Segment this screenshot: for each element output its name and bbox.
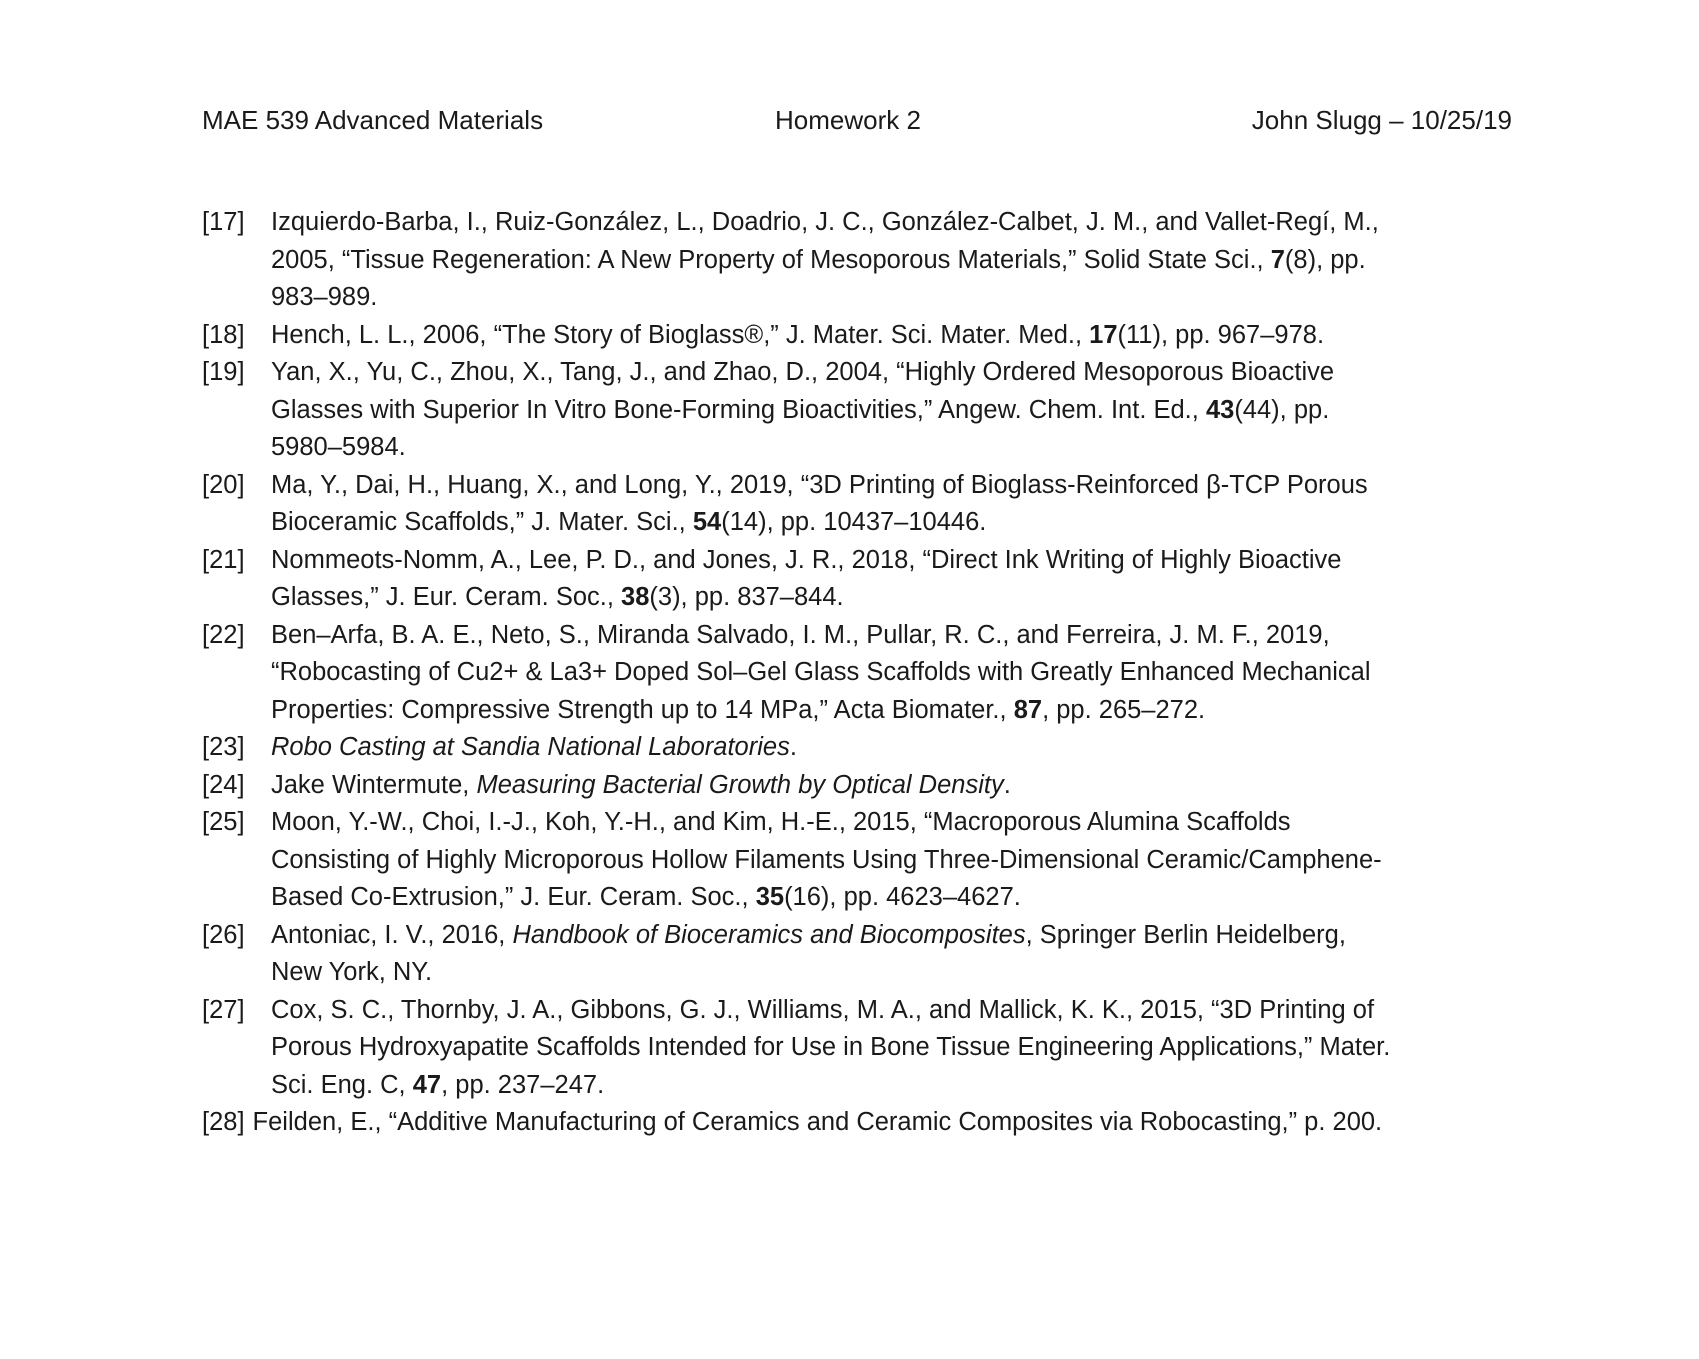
reference-text: (8), pp. xyxy=(1284,245,1366,274)
reference-text: (44), pp. xyxy=(1234,395,1330,424)
reference-line xyxy=(271,467,1522,505)
reference-text: Hench, L. L., 2006, “The Story of Bioglass®,” J. Mater. Sci. Mater. Med., xyxy=(271,320,1090,349)
reference-item xyxy=(202,317,1522,355)
reference-line xyxy=(271,842,1522,880)
volume-number: 43 xyxy=(1205,395,1235,424)
reference-line xyxy=(271,579,1522,617)
reference-text: (11), pp. 967–978. xyxy=(1117,320,1325,349)
reference-text: Porous Hydroxyapatite Scaffolds Intended for Use in Bone Tissue Engineering Applications,” Mater. xyxy=(271,1033,1391,1061)
reference-text: New York, NY. xyxy=(271,958,433,986)
reference-line xyxy=(271,504,1522,542)
reference-list xyxy=(202,204,1522,1142)
volume-number: 54 xyxy=(692,508,722,536)
reference-text: Properties: Compressive Strength up to 14 MPa,” Acta Biomater., xyxy=(271,695,1014,724)
reference-text: Jake Wintermute, xyxy=(271,770,477,799)
volume-number: 35 xyxy=(755,883,785,911)
reference-number: [22] xyxy=(202,620,245,649)
reference-item xyxy=(202,354,1522,467)
reference-line xyxy=(271,242,1522,280)
reference-text: Bioceramic Scaffolds,” J. Mater. Sci., xyxy=(271,508,693,536)
reference-number: [25] xyxy=(202,808,245,836)
volume-number: 87 xyxy=(1013,695,1043,724)
reference-number: [24] xyxy=(202,770,245,799)
volume-number: 17 xyxy=(1089,320,1118,349)
reference-text: (3), pp. 837–844. xyxy=(649,583,844,611)
reference-text: Based Co-Extrusion,” J. Eur. Ceram. Soc., xyxy=(271,883,756,911)
reference-number: [20] xyxy=(202,470,245,499)
reference-text: Antoniac, I. V., 2016, xyxy=(271,920,513,949)
reference-line xyxy=(271,767,1522,805)
reference-item xyxy=(202,1104,1522,1142)
reference-item xyxy=(202,204,1522,317)
volume-number: 7 xyxy=(1270,245,1285,274)
reference-line xyxy=(253,1108,1383,1136)
reference-text: Ma, Y., Dai, H., Huang, X., and Long, Y., 2019, “3D Printing of Bioglass-Reinforced β-TCP Porous xyxy=(271,470,1368,499)
reference-line xyxy=(271,429,1522,467)
reference-text: Glasses,” J. Eur. Ceram. Soc., xyxy=(271,583,622,611)
reference-line xyxy=(271,542,1522,580)
reference-line xyxy=(271,392,1522,430)
italic-title: Handbook of Bioceramics and Biocomposites xyxy=(512,920,1026,949)
reference-line xyxy=(271,954,1522,992)
reference-number: [21] xyxy=(202,545,245,574)
reference-line xyxy=(271,692,1522,730)
reference-text: Yan, X., Yu, C., Zhou, X., Tang, J., and Zhao, D., 2004, “Highly Ordered Mesoporous Bioactive xyxy=(271,358,1335,386)
reference-item xyxy=(202,992,1522,1105)
reference-text: Sci. Eng. C, xyxy=(271,1070,413,1099)
volume-number: 47 xyxy=(412,1070,442,1099)
reference-number: [26] xyxy=(202,920,245,949)
reference-number: [28] xyxy=(202,1108,245,1136)
reference-text: , Springer Berlin Heidelberg, xyxy=(1025,920,1346,949)
reference-number: [23] xyxy=(202,733,245,761)
reference-item xyxy=(202,804,1522,917)
reference-text: . xyxy=(1003,770,1011,799)
reference-line xyxy=(271,879,1522,917)
reference-text: . xyxy=(789,733,797,761)
page-header xyxy=(202,98,1512,142)
reference-number: [17] xyxy=(202,208,245,236)
reference-text: 983–989. xyxy=(271,283,378,311)
reference-text: Ben–Arfa, B. A. E., Neto, S., Miranda Salvado, I. M., Pullar, R. C., and Ferreira, J. M. F., 2019, xyxy=(271,620,1330,649)
reference-line xyxy=(271,317,1522,355)
reference-number: [18] xyxy=(202,320,245,349)
reference-text: Consisting of Highly Microporous Hollow Filaments Using Three-Dimensional Ceramic/Camphene- xyxy=(271,845,1382,874)
reference-number: [27] xyxy=(202,995,245,1024)
course-title: MAE 539 Advanced Materials xyxy=(202,105,544,135)
italic-title: Measuring Bacterial Growth by Optical Density xyxy=(476,770,1004,799)
reference-line xyxy=(271,204,1522,242)
reference-text: 5980–5984. xyxy=(271,433,406,461)
reference-item xyxy=(202,917,1522,992)
reference-line xyxy=(271,804,1522,842)
reference-line xyxy=(271,992,1522,1030)
italic-title: Robo Casting at Sandia National Laboratories xyxy=(271,733,790,761)
reference-line xyxy=(271,617,1522,655)
reference-item xyxy=(202,767,1522,805)
reference-text: Feilden, E., “Additive Manufacturing of Ceramics and Ceramic Composites via Robocasting,” p. 200. xyxy=(252,1108,1383,1136)
reference-text: (16), pp. 4623–4627. xyxy=(784,883,1021,911)
reference-line xyxy=(271,1067,1522,1105)
reference-text: Glasses with Superior In Vitro Bone-Forming Bioactivities,” Angew. Chem. Int. Ed., xyxy=(271,395,1206,424)
author-date: John Slugg – 10/25/19 xyxy=(1251,105,1512,135)
reference-number: [19] xyxy=(202,358,245,386)
reference-line xyxy=(271,279,1522,317)
reference-text: Cox, S. C., Thornby, J. A., Gibbons, G. J., Williams, M. A., and Mallick, K. K., 2015, “3D Printing of xyxy=(271,995,1375,1024)
reference-item xyxy=(202,729,1522,767)
assignment-title: Homework 2 xyxy=(775,105,921,135)
reference-line xyxy=(271,354,1522,392)
reference-line xyxy=(271,654,1522,692)
reference-line xyxy=(271,729,1522,767)
reference-item xyxy=(202,542,1522,617)
reference-text: “Robocasting of Cu2+ & La3+ Doped Sol–Gel Glass Scaffolds with Greatly Enhanced Mechanical xyxy=(271,658,1371,686)
reference-text: Izquierdo-Barba, I., Ruiz-González, L., Doadrio, J. C., González-Calbet, J. M., and Vallet-Regí, M., xyxy=(271,208,1379,236)
reference-text: (14), pp. 10437–10446. xyxy=(721,508,987,536)
reference-text: , pp. 237–247. xyxy=(441,1070,605,1099)
reference-text: , pp. 265–272. xyxy=(1042,695,1206,724)
reference-text: 2005, “Tissue Regeneration: A New Property of Mesoporous Materials,” Solid State Sci., xyxy=(271,245,1271,274)
reference-text: Moon, Y.-W., Choi, I.-J., Koh, Y.-H., and Kim, H.-E., 2015, “Macroporous Alumina Scaffolds xyxy=(271,808,1291,836)
volume-number: 38 xyxy=(621,583,650,611)
reference-item xyxy=(202,617,1522,730)
reference-line xyxy=(271,917,1522,955)
reference-text: Nommeots-Nomm, A., Lee, P. D., and Jones, J. R., 2018, “Direct Ink Writing of Highly Bioactive xyxy=(271,545,1342,574)
reference-line xyxy=(271,1029,1522,1067)
reference-item xyxy=(202,467,1522,542)
